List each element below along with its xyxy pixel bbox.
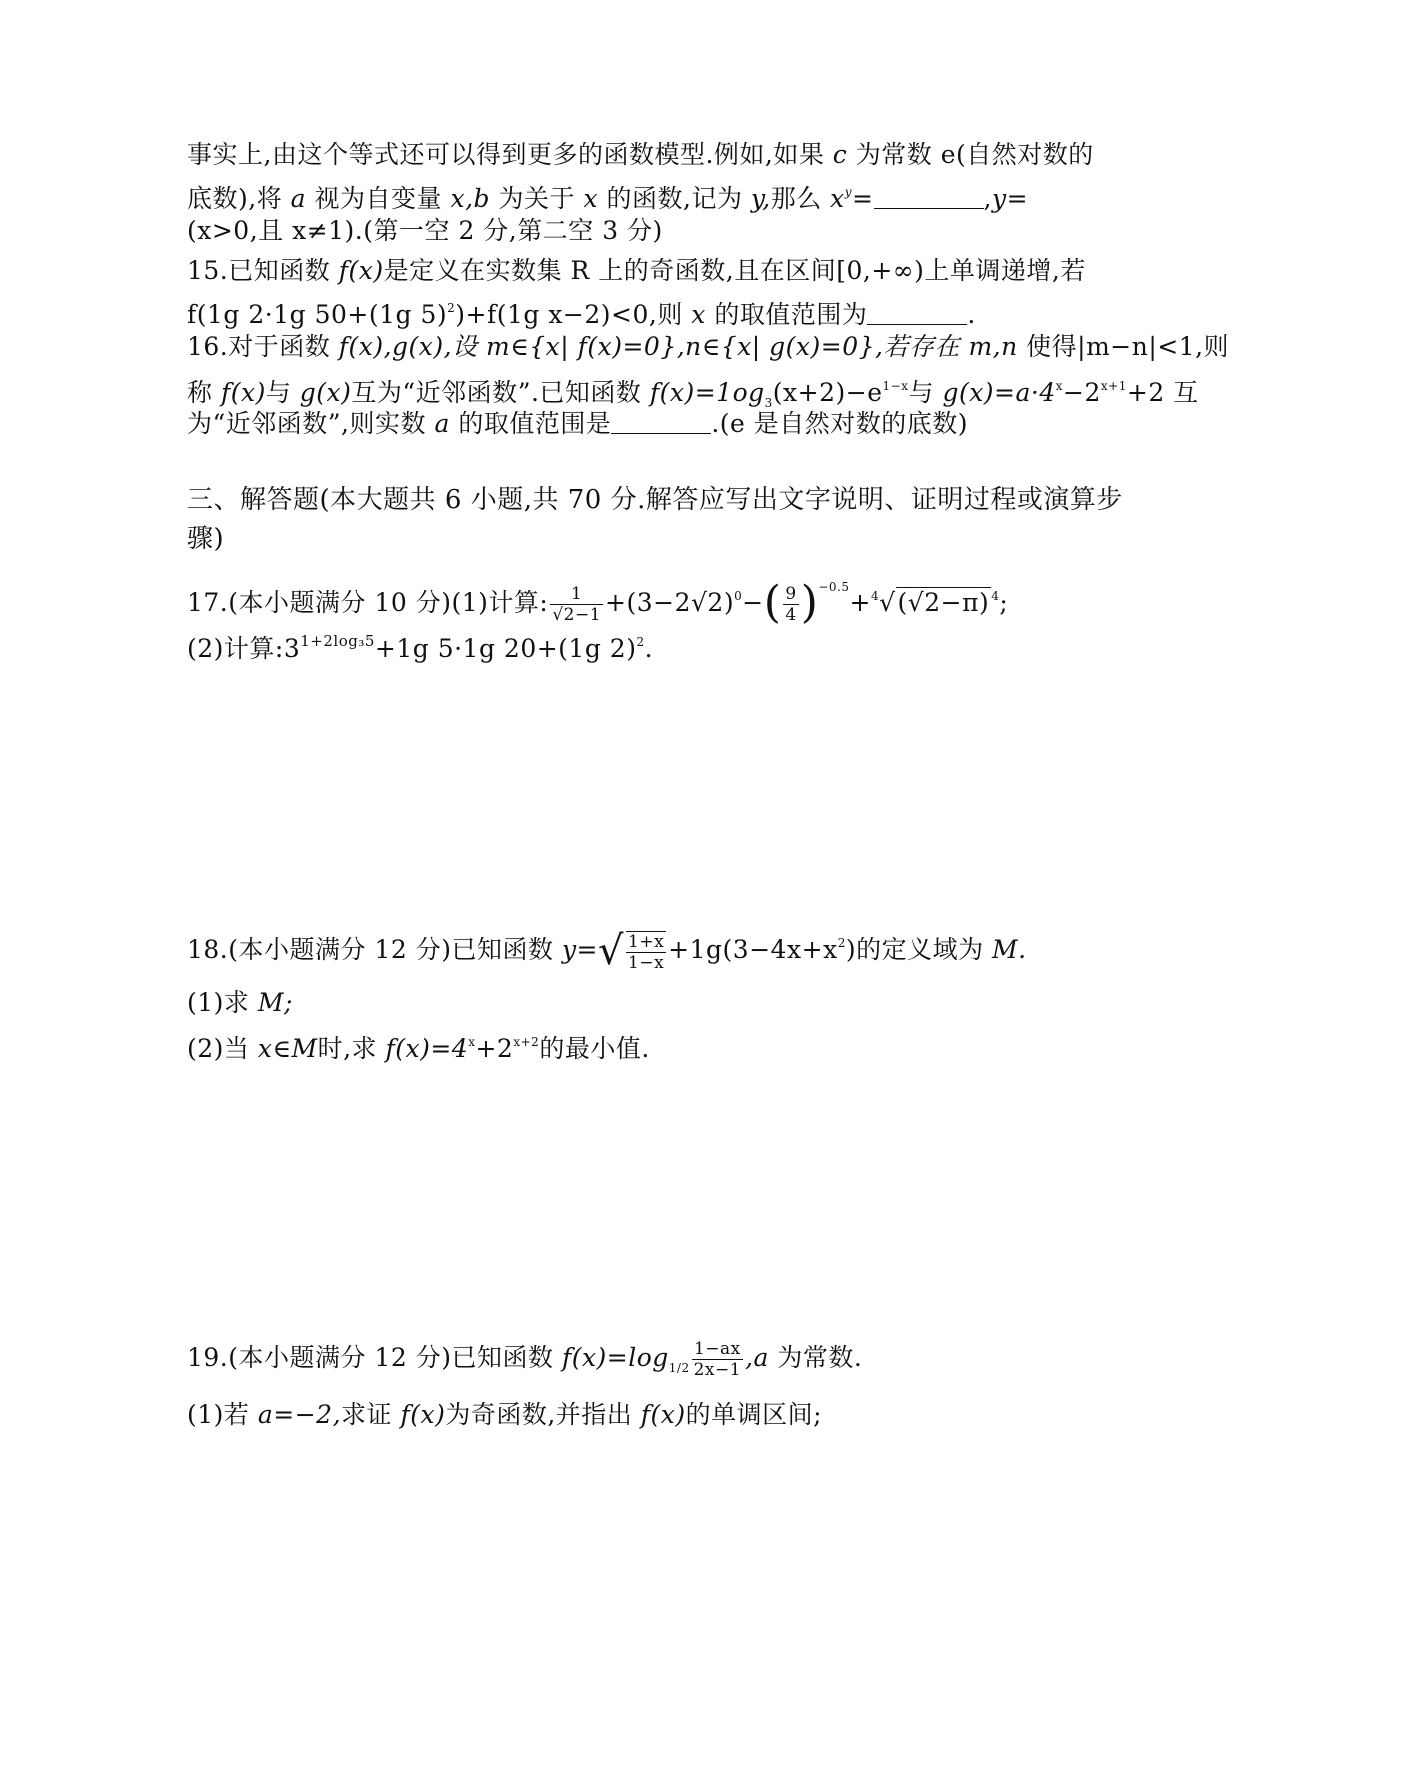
section-3-heading: 三、解答题(本大题共 6 小题,共 70 分.解答应写出文字说明、证明过程或演算步: [187, 485, 1123, 515]
question-15-line-1: 15.已知函数 f(x)是定义在实数集 R 上的奇函数,且在区间[0,+∞)上单调递增,若: [187, 256, 1086, 285]
fraction-1-over-sqrt2-minus-1: $\frac{1}{√2-1}$: [552, 584, 602, 625]
fraction-1plusx-over-1minusx: $\frac{1+x}{1-x}$: [628, 931, 665, 973]
question-15-line-2: f(1g 2·1g 50+(1g 5)$^2$)+f(1g x−2)<0,则 x 的取值范围为 .: [187, 300, 976, 329]
fraction-9-over-4: $\frac{9}{4}$: [785, 584, 797, 625]
question-17-part-2: (2)计算$:3^{1+2log_35}+1g$ 5·1g 20+(1g 2)$^2$.: [187, 632, 654, 663]
answer-blank-1[interactable]: [874, 186, 984, 209]
question-18-part-2: (2)当 x∈M时,求 $f(x)=4^x+2^{x+2}$的最小值.: [187, 1034, 650, 1063]
fraction-1minusax-over-2xminus1: $\frac{1-ax}{2x-1}$: [693, 1339, 742, 1380]
answer-blank-15[interactable]: [867, 302, 967, 325]
question-18-stem: 18.(本小题满分 12 分)已知函数 y=√ $\frac{1+x}{1-x}$ $+1g(3-4x+x^2)$的定义域为 M.: [187, 928, 1027, 974]
radical-sign: √: [879, 588, 896, 617]
question-16-line-2: 称 f(x)与 g(x)互为“近邻函数”.已知函数 $f(x)=1og_3(x+2)-e^{1-x}$与 $g(x)=a\cdot 4^x-2^{x+1}+2$ 互: [187, 378, 1199, 410]
section-3-heading-cont: 骤): [187, 524, 225, 554]
intro-line-2: 底数),将 a 视为自变量 x,b 为关于 x 的函数,记为 y,那么 $x^y= ,y=$: [187, 184, 1029, 213]
question-18-part-1: (1)求 M;: [187, 988, 293, 1017]
question-16-line-3: 为“近邻函数”,则实数 a 的取值范围是 .(e 是自然对数的底数): [187, 409, 969, 438]
radical-sign: √: [598, 928, 625, 974]
answer-blank-16[interactable]: [611, 411, 711, 434]
question-19-stem: 19.(本小题满分 12 分)已知函数 $f(x)=\log_{1/2}$ $\frac{1-ax}{2x-1}$ ,a 为常数.: [187, 1339, 863, 1380]
question-16-line-1: 16.对于函数 f(x),g(x),设 m∈{x| f(x)=0},n∈{x| g(x)=0},若存在 m,n 使得|m−n|<1,则: [187, 332, 1230, 361]
intro-line-1: 事实上,由这个等式还可以得到更多的函数模型.例如,如果 c 为常数 e(自然对数的: [187, 140, 1094, 169]
intro-line-3: (x>0,且 x≠1).(第一空 2 分,第二空 3 分): [187, 216, 663, 245]
question-17-part-1: 17.(本小题满分 10 分)(1)计算: $\frac{1}{√2-1}$ $+(3-2√2)^0-$( $\frac{9}{4}$ )$^{-0.5}$+$^4$√(√2−π) $^4$;: [187, 577, 1009, 628]
question-19-part-1: (1)若 a=−2,求证 f(x)为奇函数,并指出 f(x)的单调区间;: [187, 1400, 823, 1429]
